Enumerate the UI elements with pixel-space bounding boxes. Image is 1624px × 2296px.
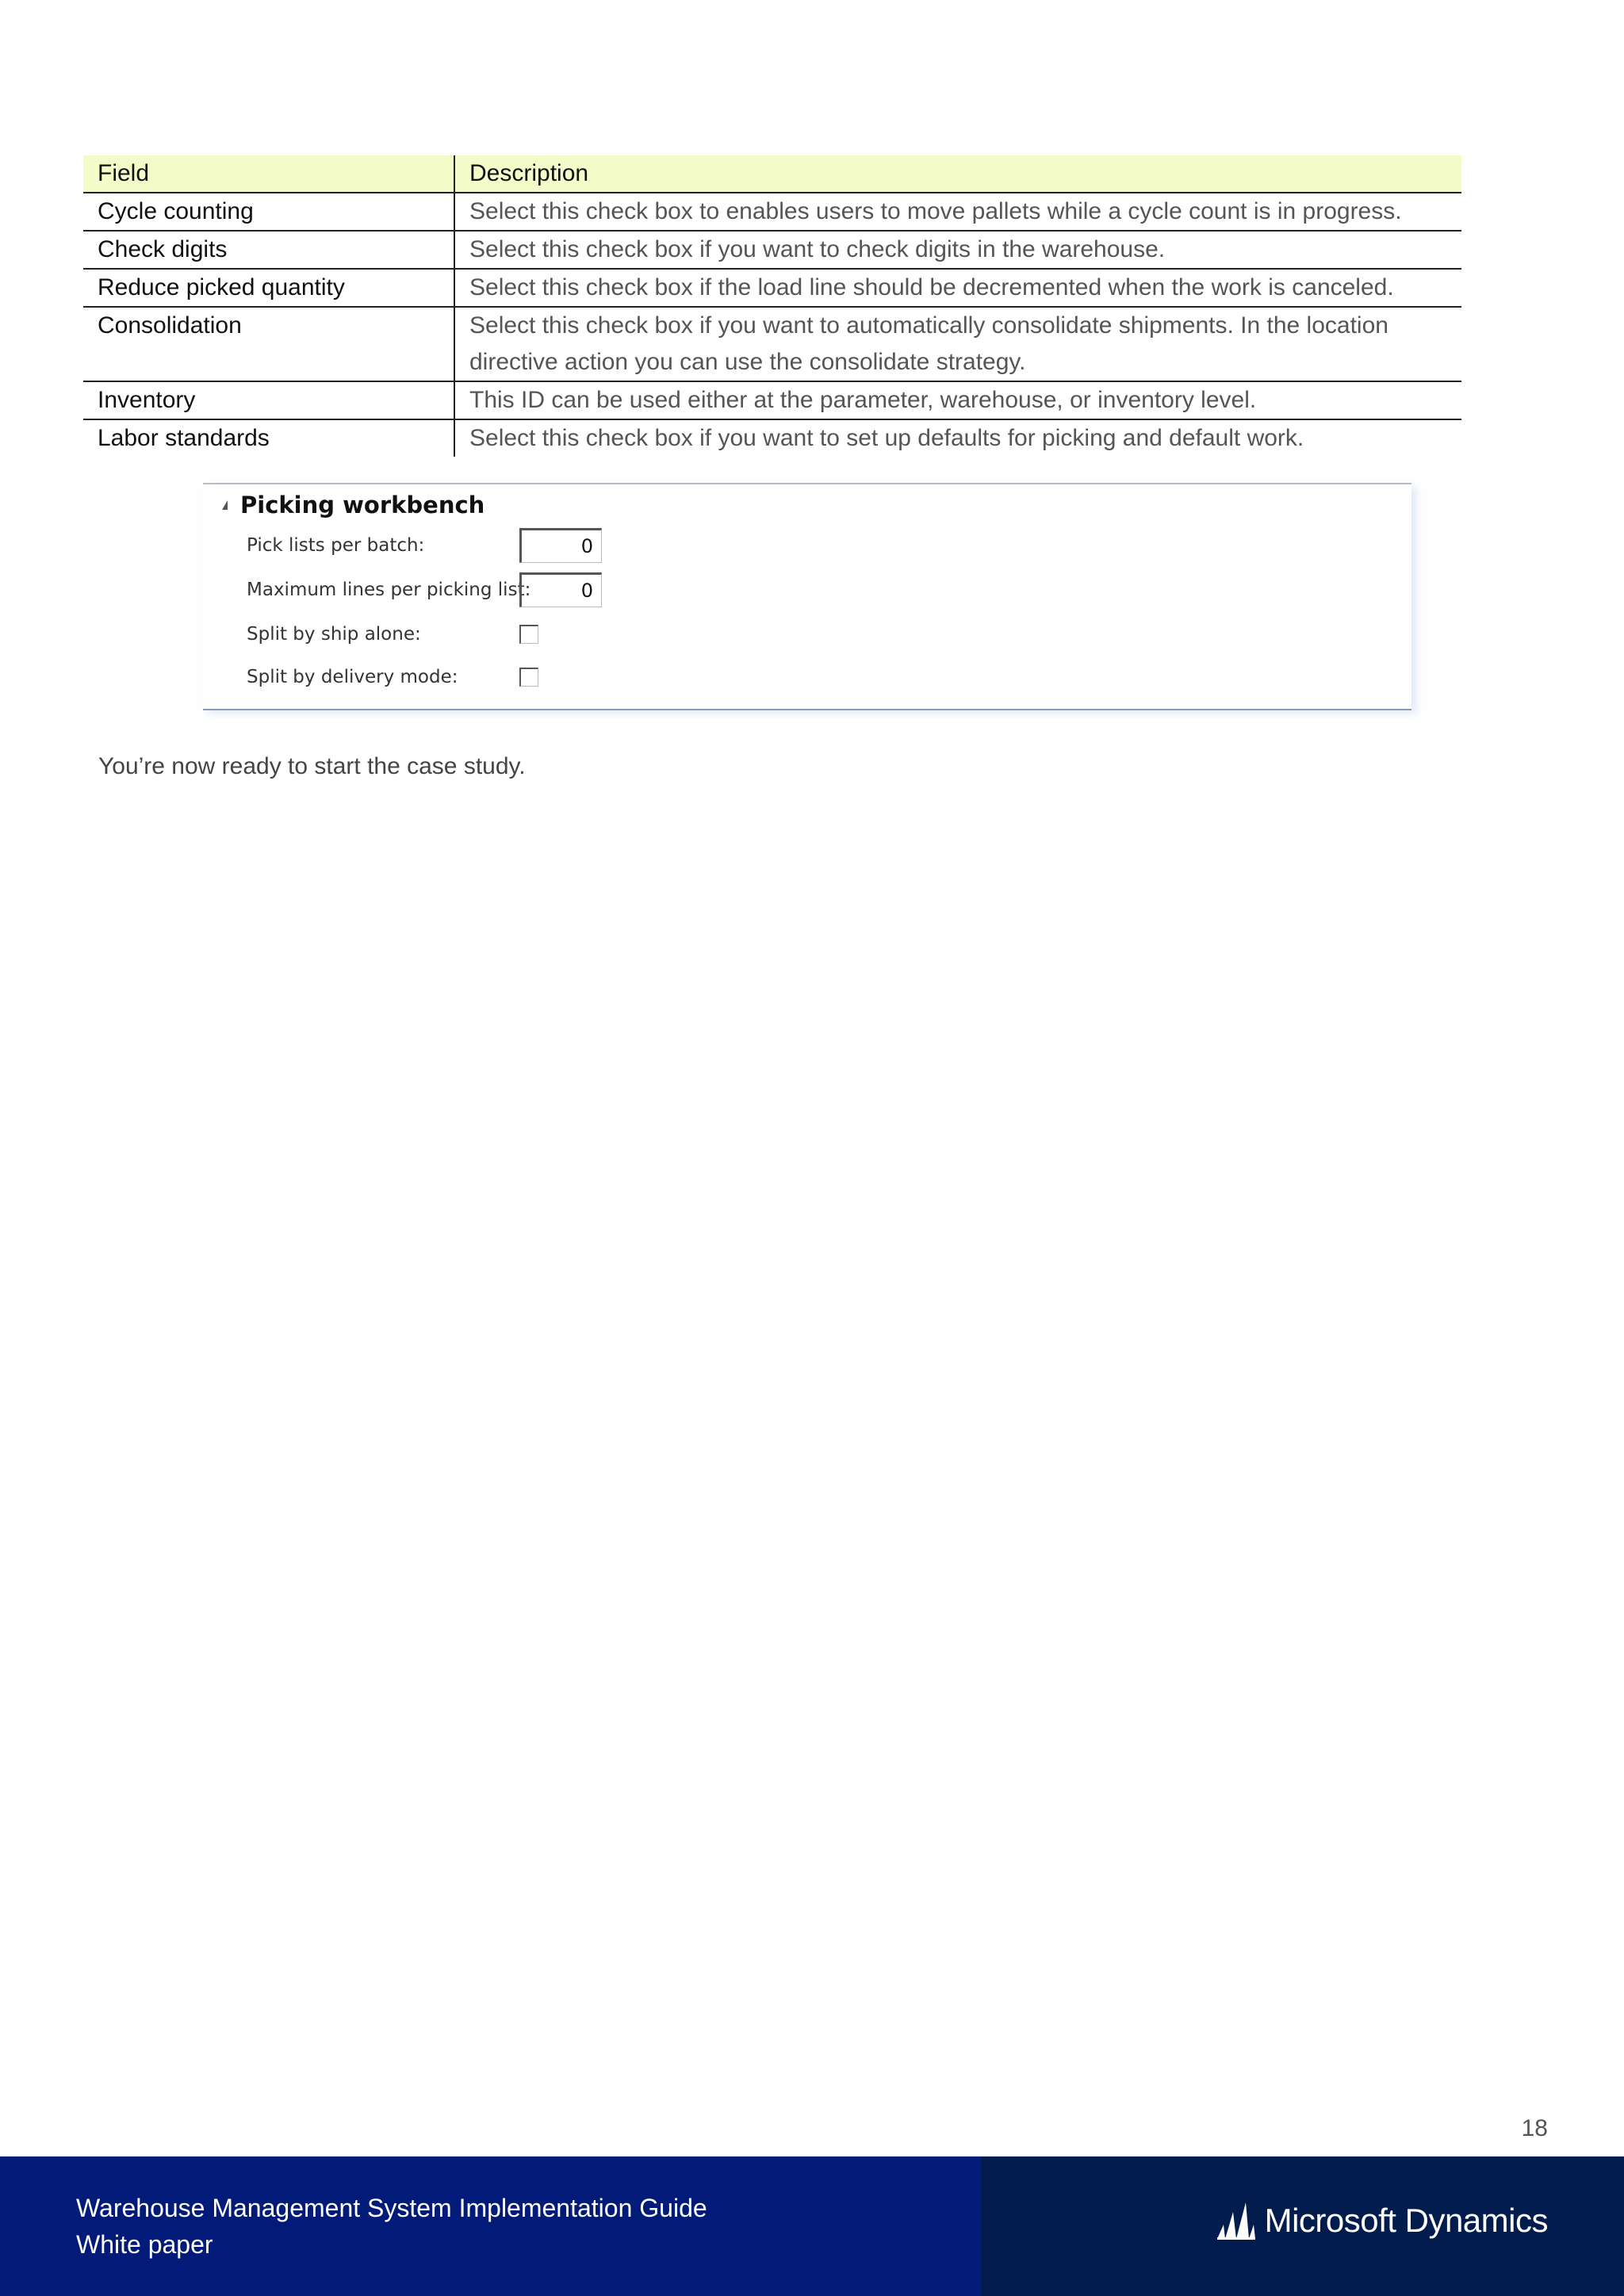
field-cell: Labor standards [83, 419, 454, 457]
field-cell: Cycle counting [83, 193, 454, 231]
page-footer [0, 2156, 1624, 2296]
table-row [83, 231, 1461, 269]
split-by-ship-alone-checkbox[interactable] [519, 625, 538, 644]
brand-name: Microsoft Dynamics [1264, 2202, 1548, 2239]
field-cell: Check digits [83, 231, 454, 269]
description-cell: Select this check box if you want to set up defaults for picking and default work. [469, 425, 1304, 451]
table-row [83, 381, 1461, 419]
field-cell: Reduce picked quantity [83, 269, 454, 307]
split-by-ship-alone-row [247, 614, 538, 654]
max-lines-per-picking-list-label: Maximum lines per picking list: [247, 580, 531, 600]
split-by-delivery-mode-row [247, 657, 538, 697]
picking-workbench-panel [203, 483, 1411, 710]
column-header-field: Field [83, 155, 454, 193]
pick-lists-per-batch-label: Pick lists per batch: [247, 535, 425, 556]
table-row [83, 193, 1461, 231]
table-row [83, 269, 1461, 307]
microsoft-dynamics-logo-icon [1216, 2201, 1257, 2241]
field-description-table [83, 155, 1461, 457]
column-header-description: Description [454, 155, 1461, 193]
field-cell: Inventory [83, 381, 454, 419]
description-cell: This ID can be used either at the parameter, warehouse, or inventory level. [454, 381, 1461, 419]
collapse-triangle-icon[interactable] [222, 500, 228, 510]
brand-lockup [1216, 2201, 1548, 2241]
table-row [83, 419, 1461, 457]
field-cell: Consolidation [83, 307, 454, 381]
description-cell: Select this check box if the load line should be decremented when the work is canceled. [454, 269, 1461, 307]
max-lines-per-picking-list-input[interactable]: 0 [519, 572, 602, 607]
split-by-delivery-mode-label: Split by delivery mode: [247, 667, 458, 687]
footer-left-band [0, 2156, 981, 2296]
description-cell: Select this check box if you want to automatically consolidate shipments. In the location directive action you can use the consolidate strategy. [454, 307, 1461, 381]
description-cell: Select this check box if you want to check digits in the warehouse. [454, 231, 1461, 269]
footer-document-title: Warehouse Management System Implementation Guide [76, 2194, 707, 2222]
ready-paragraph: You’re now ready to start the case study. [98, 753, 526, 779]
page-number: 18 [1521, 2115, 1548, 2141]
split-by-delivery-mode-checkbox[interactable] [519, 668, 538, 687]
max-lines-per-picking-list-row [247, 570, 602, 610]
split-by-ship-alone-label: Split by ship alone: [247, 624, 421, 645]
table-row [83, 307, 1461, 381]
picking-workbench-title: Picking workbench [240, 492, 485, 519]
description-cell: Select this check box to enables users to move pallets while a cycle count is in progress. [454, 193, 1461, 231]
table-header-row [83, 155, 1461, 193]
pick-lists-per-batch-row [247, 526, 602, 565]
footer-document-subtitle: White paper [76, 2230, 213, 2259]
picking-workbench-header[interactable] [222, 489, 485, 521]
pick-lists-per-batch-input[interactable]: 0 [519, 528, 602, 563]
footer-right-band [981, 2156, 1624, 2296]
